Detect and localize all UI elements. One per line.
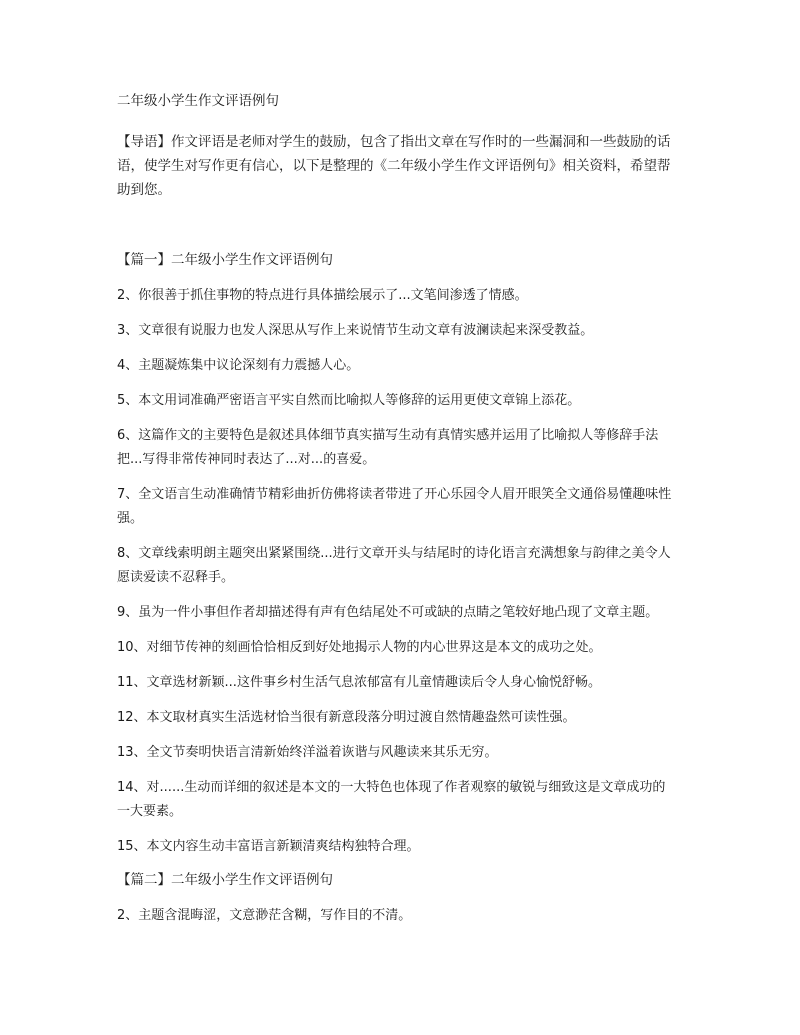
list-item: 13、全文节奏明快语言清新始终洋溢着诙谐与风趣读来其乐无穷。 bbox=[117, 745, 498, 760]
list-item: 14、对......生动而详细的叙述是本文的一大特色也体现了作者观察的敏锐与细致这是文章成功的一大要素。 bbox=[117, 780, 666, 819]
list-item: 2、主题含混晦涩，文意渺茫含糊，写作目的不清。 bbox=[117, 908, 412, 923]
list-item: 9、虽为一件小事但作者却描述得有声有色结尾处不可或缺的点睛之笔较好地凸现了文章主题。 bbox=[117, 605, 659, 620]
section-heading-1: 【篇一】二年级小学生作文评语例句 bbox=[117, 252, 333, 268]
list-item: 11、文章选材新颖...这件事乡村生活气息浓郁富有儿童情趣读后令人身心愉悦舒畅。 bbox=[117, 675, 601, 690]
document-page bbox=[117, 92, 677, 939]
document-title: 二年级小学生作文评语例句 bbox=[117, 93, 279, 109]
list-item: 15、本文内容生动丰富语言新颖清爽结构独特合理。 bbox=[117, 839, 420, 854]
list-item: 3、文章很有说服力也发人深思从写作上来说情节生动文章有波澜读起来深受教益。 bbox=[117, 323, 594, 338]
list-item: 8、文章线索明朗主题突出紧紧围绕...进行文章开头与结尾时的诗化语言充满想象与韵律之美令人愿读爱读不忍释手。 bbox=[117, 546, 671, 585]
section-heading-2: 【篇二】二年级小学生作文评语例句 bbox=[117, 872, 333, 888]
spacer bbox=[117, 202, 677, 250]
list-item: 7、全文语言生动准确情节精彩曲折仿佛将读者带进了开心乐园令人眉开眼笑全文通俗易懂趣味性强。 bbox=[117, 487, 672, 526]
list-item: 2、你很善于抓住事物的特点进行具体描绘展示了...文笔间渗透了情感。 bbox=[117, 288, 528, 303]
list-item: 4、主题凝炼集中议论深刻有力震撼人心。 bbox=[117, 358, 360, 373]
list-item: 12、本文取材真实生活选材恰当很有新意段落分明过渡自然情趣盎然可读性强。 bbox=[117, 710, 576, 725]
intro-paragraph: 【导语】作文评语是老师对学生的鼓励，包含了指出文章在写作时的一些漏洞和一些鼓励的话语，使学生对写作更有信心，以下是整理的《二年级小学生作文评语例句》相关资料，希望帮助到您。 bbox=[117, 134, 671, 198]
list-item: 10、对细节传神的刻画恰恰相反到好处地揭示人物的内心世界这是本文的成功之处。 bbox=[117, 640, 602, 655]
list-item: 5、本文用词准确严密语言平实自然而比喻拟人等修辞的运用更使文章锦上添花。 bbox=[117, 393, 581, 408]
list-item: 6、这篇作文的主要特色是叙述具体细节真实描写生动有真情实感并运用了比喻拟人等修辞手法把...写得非常传神同时表达了...对...的喜爱。 bbox=[117, 428, 659, 467]
